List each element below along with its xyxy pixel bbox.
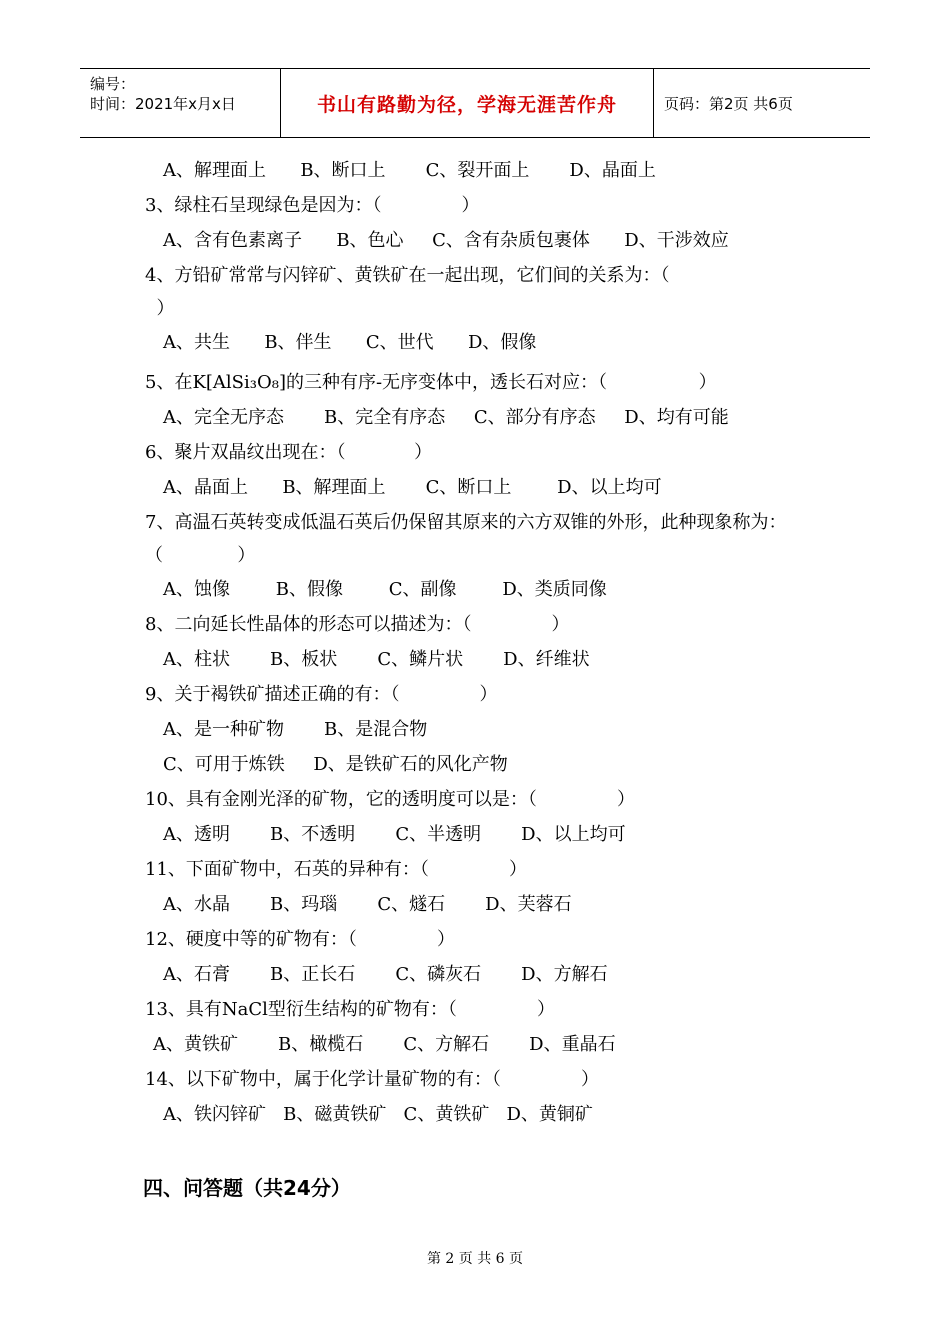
question-line: 10、具有金刚光泽的矿物，它的透明度可以是：（ ）: [145, 789, 636, 810]
section-title: 四、问答题（共24分）: [143, 1176, 351, 1200]
options-line: A、黄铁矿 B、橄榄石 C、方解石 D、重晶石: [153, 1034, 616, 1055]
options-line: A、共生 B、伴生 C、世代 D、假像: [163, 332, 537, 353]
options-line: A、石膏 B、正长石 C、磷灰石 D、方解石: [163, 964, 608, 985]
number-label: 编号：: [90, 75, 136, 93]
options-line: A、完全无序态 B、完全有序态 C、部分有序态 D、均有可能: [163, 407, 729, 428]
question-line: 14、以下矿物中，属于化学计量矿物的有：（ ）: [145, 1069, 600, 1090]
date-label: 时间：2021年x月x日: [90, 95, 236, 113]
question-line: 11、下面矿物中，石英的异种有：（ ）: [145, 859, 528, 880]
options-line: A、柱状 B、板状 C、鳞片状 D、纤维状: [163, 649, 590, 670]
options-line: A、是一种矿物 B、是混合物: [163, 719, 428, 740]
page-footer: 第 2 页 共 6 页: [426, 1251, 524, 1267]
options-line: A、水晶 B、玛瑙 C、燧石 D、芙蓉石: [163, 894, 572, 915]
options-line: A、铁闪锌矿 B、磁黄铁矿 C、黄铁矿 D、黄铜矿: [163, 1104, 593, 1125]
options-line: C、可用于炼铁 D、是铁矿石的风化产物: [163, 754, 508, 775]
options-line: A、含有色素离子 B、色心 C、含有杂质包裹体 D、干涉效应: [163, 230, 729, 251]
question-line: 12、硬度中等的矿物有：（ ）: [145, 929, 456, 950]
options-line: A、透明 B、不透明 C、半透明 D、以上均可: [163, 824, 626, 845]
question-line: 3、绿柱石呈现绿色是因为：（ ）: [145, 195, 480, 216]
options-line: A、解理面上 B、断口上 C、裂开面上 D、晶面上: [163, 160, 656, 181]
question-line: 6、聚片双晶纹出现在：（ ）: [145, 442, 433, 463]
question-line: （ ）: [145, 545, 256, 566]
question-line: 13、具有NaCl型衍生结构的矿物有：（ ）: [145, 999, 556, 1020]
question-line: 7、高温石英转变成低温石英后仍保留其原来的六方双锥的外形，此种现象称为：: [145, 512, 787, 533]
question-line: ）: [145, 298, 175, 319]
page-header: [80, 68, 870, 138]
question-line: 8、二向延长性晶体的形态可以描述为：（ ）: [145, 614, 570, 635]
question-line: 5、在K[AlSi₃O₈]的三种有序-无序变体中，透长石对应：（ ）: [145, 372, 717, 393]
options-line: A、蚀像 B、假像 C、副像 D、类质同像: [163, 579, 607, 600]
header-page-cell: [654, 69, 870, 137]
header-motto-cell: [281, 69, 654, 137]
question-line: 4、方铅矿常常与闪锌矿、黄铁矿在一起出现，它们间的关系为：（: [145, 265, 670, 286]
motto: 书山有路勤为径，学海无涯苦作舟: [316, 93, 617, 116]
header-meta: [80, 69, 281, 137]
options-line: A、晶面上 B、解理面上 C、断口上 D、以上均可: [163, 477, 662, 498]
page-info: 页码：第2页 共6页: [664, 94, 793, 113]
question-line: 9、关于褐铁矿描述正确的有：（ ）: [145, 684, 498, 705]
